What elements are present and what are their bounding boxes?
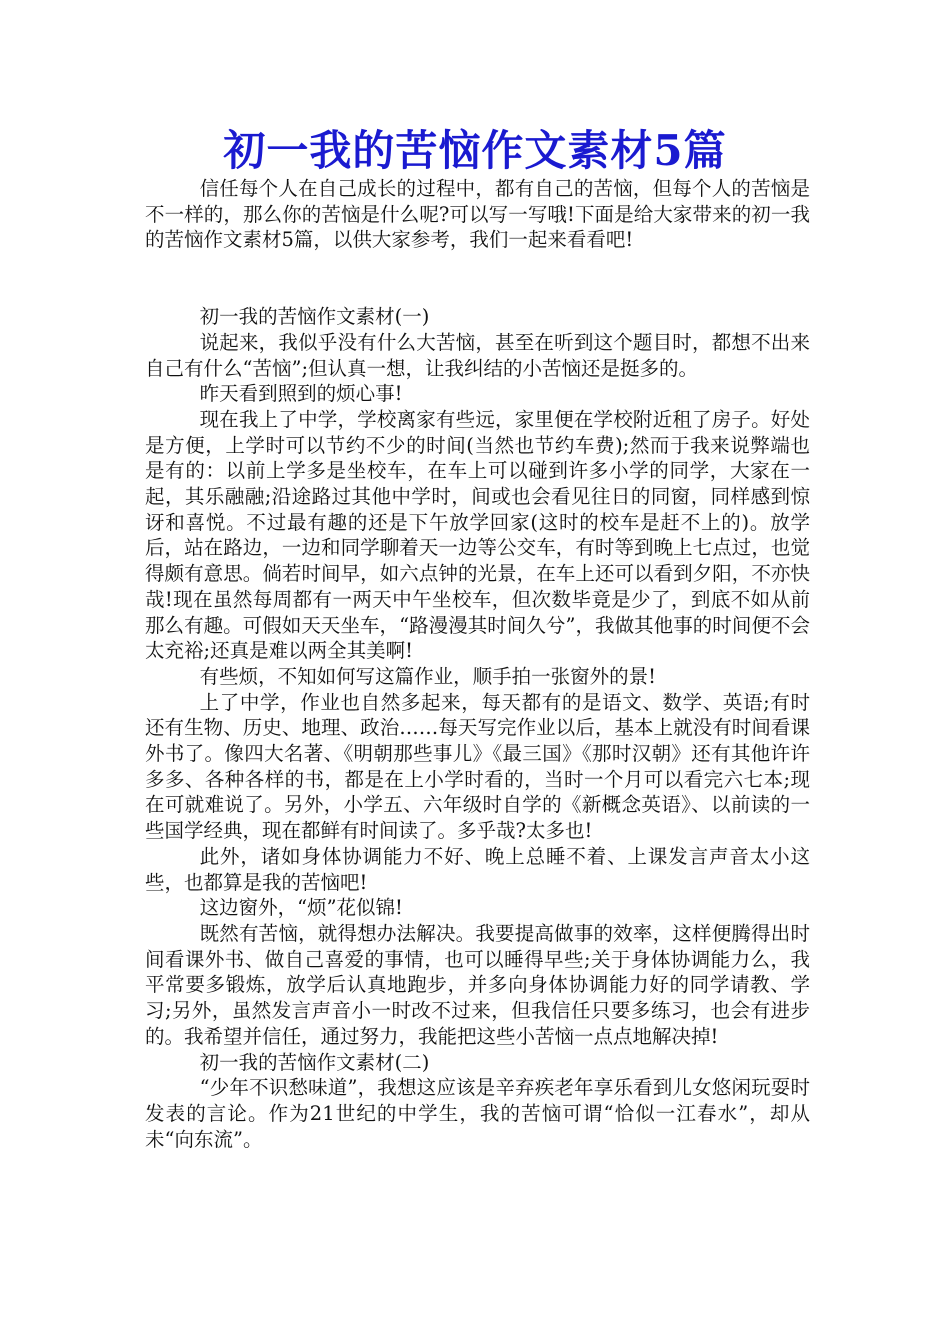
body-paragraph: 这边窗外，“烦”花似锦! xyxy=(199,896,403,920)
body-paragraph: 现在我上了中学，学校离家有些远，家里便在学校附近租了房子。好处是方便，上学时可以节约不少的时间(当然也节约车费);然而于我来说弊端也是有的：以前上学多是坐校车，在车上可以碰到许多小学的同学，大家在一起，其乐融融;沿途路过其他中学时，间或也会看见往日的同窗，同样感到惊讶和喜悦。不过最有趣的还是下午放学回家(这时的校车是赶不上的)。放学后，站在路边，一边和同学聊着天一边等公交车，有时等到晚上七点过，也觉得颇有意思。倘若时间早，如六点钟的光景，在车上还可以看到夕阳，不亦快哉!现在虽然每周都有一两天中午坐校车，但次数毕竟是少了，到底不如从前那么有趣。可假如天天坐车，“路漫漫其时间久兮”，我做其他事的时间便不会太充裕;还真是难以两全其美啊! xyxy=(145,407,810,663)
body-paragraph: 有些烦，不知如何写这篇作业，顺手拍一张窗外的景! xyxy=(199,664,656,688)
document-title: 初一我的苦恼作文素材5篇 xyxy=(223,126,727,175)
blank-line xyxy=(145,253,810,304)
body-paragraph: 上了中学，作业也自然多起来，每天都有的是语文、数学、英语;有时还有生物、历史、地理、政治……每天写完作业以后，基本上就没有时间看课外书了。像四大名著、《明朝那些事儿》《最三国》《那时汉朝》还有其他许许多多、各种各样的书，都是在上小学时看的，当时一个月可以看完六七本;现在可就难说了。另外，小学五、六年级时自学的《新概念英语》、以前读的一些国学经典，现在都鲜有时间读了。多乎哉?太多也! xyxy=(145,690,810,843)
body-paragraph: 既然有苦恼，就得想办法解决。我要提高做事的效率，这样便腾得出时间看课外书、做自己喜爱的事情，也可以睡得早些;关于身体协调能力么，我平常要多锻炼，放学后认真地跑步，并多向身体协调能力好的同学请教、学习;另外，虽然发言声音小一时改不过来，但我信任只要多练习，也会有进步的。我希望并信任，通过努力，我能把这些小苦恼一点点地解决掉! xyxy=(145,921,810,1048)
body-paragraph: “少年不识愁味道”，我想这应该是辛弃疾老年享乐看到儿女悠闲玩耍时发表的言论。作为21世纪的中学生，我的苦恼可谓“恰似一江春水”，却从未“向东流”。 xyxy=(145,1076,810,1151)
body-paragraph: 昨天看到照到的烦心事! xyxy=(199,382,403,406)
section-heading-2: 初一我的苦恼作文素材(二) xyxy=(199,1050,430,1074)
body-paragraph: 此外，诸如身体协调能力不好、晚上总睡不着、上课发言声音太小这些，也都算是我的苦恼吧! xyxy=(145,844,810,894)
document-body xyxy=(145,176,810,1152)
intro-paragraph: 信任每个人在自己成长的过程中，都有自己的苦恼，但每个人的苦恼是不一样的，那么你的苦恼是什么呢?可以写一写哦!下面是给大家带来的初一我的苦恼作文素材5篇，以供大家参考，我们一起来看看吧! xyxy=(145,177,810,252)
section-heading-1: 初一我的苦恼作文素材(一) xyxy=(199,305,430,329)
body-paragraph: 说起来，我似乎没有什么大苦恼，甚至在听到这个题目时，都想不出来自己有什么“苦恼”;但认真一想，让我纠结的小苦恼还是挺多的。 xyxy=(145,330,810,380)
